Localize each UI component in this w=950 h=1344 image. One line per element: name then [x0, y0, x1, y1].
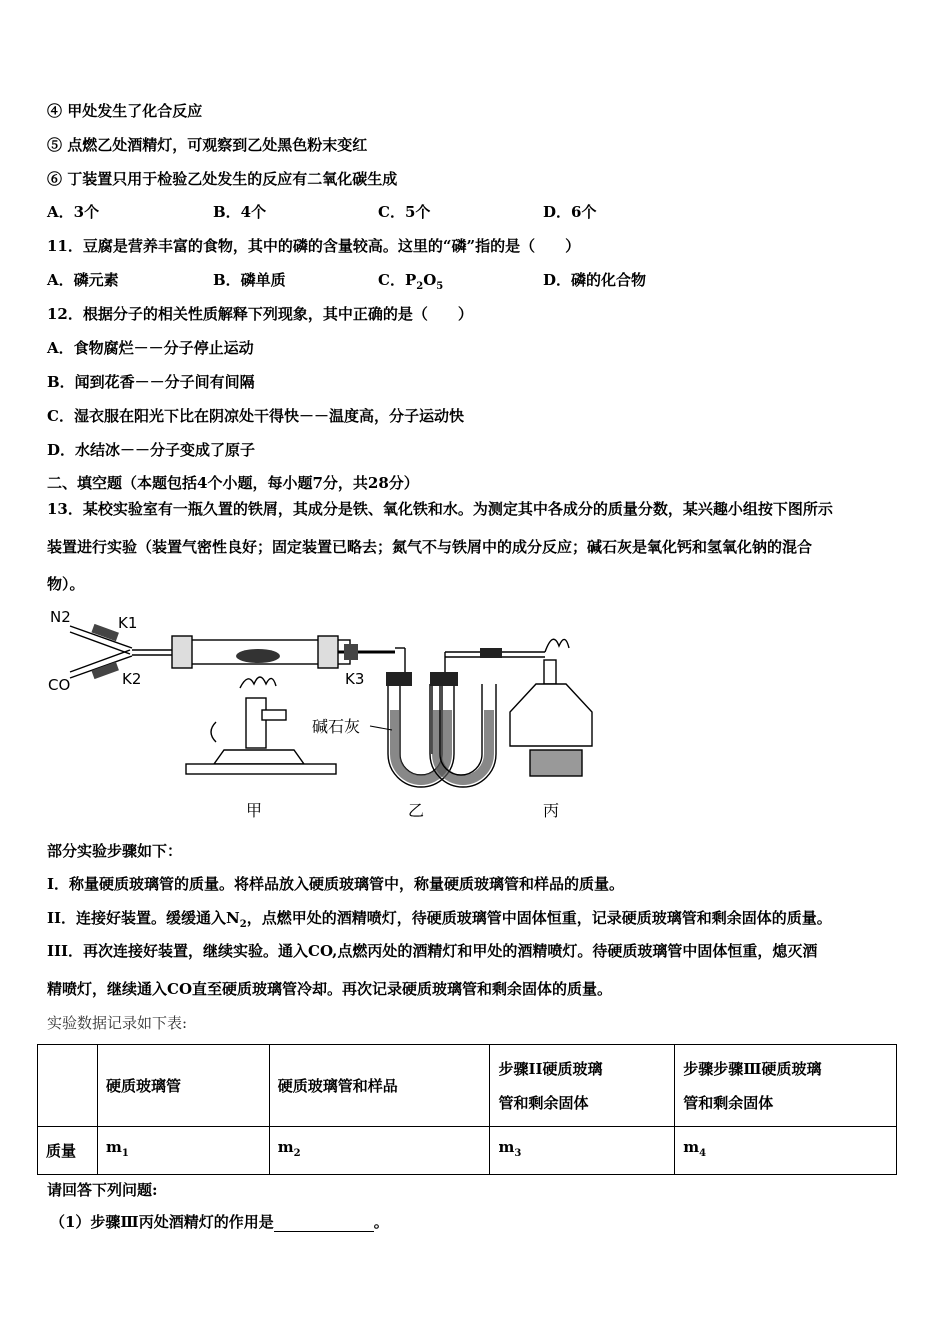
- alcohol-lamp: [510, 639, 592, 776]
- step-2: II．连接好装置。缓缓通入$N_2$，点燃甲处的酒精喷灯，待硬质玻璃管中固体恒重，记录硬质玻璃管和剩余固体的质量。: [47, 909, 832, 930]
- answer-blank[interactable]: [274, 1215, 374, 1232]
- table-header-4: 步骤步骤Ⅲ硬质玻璃 管和剩余固体: [675, 1045, 897, 1127]
- q12-option-b: B．闻到花香－－分子间有间隔: [47, 373, 255, 391]
- table-row: [38, 1127, 897, 1175]
- apparatus-diagram: [40, 600, 600, 830]
- statement-5: ⑤ 点燃乙处酒精灯，可观察到乙处黑色粉末变红: [47, 136, 368, 154]
- table-header-3: 步骤II硬质玻璃 管和剩余固体: [490, 1045, 675, 1127]
- table-header-1: 硬质玻璃管: [97, 1045, 269, 1127]
- q10-option-c: C．5个: [378, 203, 431, 221]
- iron-sample: [236, 649, 280, 663]
- table-header-2: 硬质玻璃管和样品: [269, 1045, 490, 1127]
- label-jia: 甲: [246, 801, 263, 820]
- q12-option-a: A．食物腐烂－－分子停止运动: [47, 339, 254, 357]
- row-label: 质量: [38, 1127, 98, 1175]
- q13-line-1: 13．某校实验室有一瓶久置的铁屑，其成分是铁、氧化铁和水。为测定其中各成分的质量分数，某兴趣小组按下图所示: [47, 500, 833, 518]
- clamp-k3: [344, 644, 358, 660]
- step-3-line-1: III．再次连接好装置，继续实验。通入CO,点燃丙处的酒精灯和甲处的酒精喷灯。待硬质玻璃管中固体恒重，熄灭酒: [47, 942, 818, 960]
- cell-m3: $m_3$: [490, 1127, 675, 1175]
- q11-option-c: C．$P_2O_5$: [378, 271, 444, 292]
- steps-intro: 部分实验步骤如下：: [47, 842, 183, 860]
- step-1: I．称量硬质玻璃管的质量。将样品放入硬质玻璃管中，称量硬质玻璃管和样品的质量。: [47, 875, 625, 893]
- question-1: （1）步骤Ⅲ丙处酒精灯的作用是 。: [50, 1213, 389, 1231]
- label-n2: N2: [50, 608, 71, 626]
- step-3-line-2: 精喷灯，继续通入CO直至硬质玻璃管冷却。再次记录硬质玻璃管和剩余固体的质量。: [47, 980, 613, 998]
- cell-m4: $m_4$: [675, 1127, 897, 1175]
- q11-option-a: A．磷元素: [47, 271, 119, 289]
- q13-line-2: 装置进行实验（装置气密性良好；固定装置已略去；氮气不与铁屑中的成分反应；碱石灰是氧化钙和氢氧化钠的混合: [47, 538, 813, 556]
- questions-intro: 请回答下列问题:: [47, 1181, 158, 1199]
- clamp-k2: [91, 662, 119, 679]
- label-k3: K3: [345, 670, 365, 688]
- label-co: CO: [48, 676, 71, 694]
- label-bing: 丙: [543, 801, 560, 820]
- label-k1: K1: [118, 614, 138, 632]
- data-table: [37, 1044, 897, 1175]
- label-k2: K2: [122, 670, 142, 688]
- statement-4: ④ 甲处发生了化合反应: [47, 102, 203, 120]
- q12-option-c: C．湿衣服在阳光下比在阴凉处干得快－－温度高，分子运动快: [47, 407, 464, 425]
- label-soda-lime: 碱石灰: [312, 717, 361, 736]
- cell-m1: $m_1$: [97, 1127, 269, 1175]
- q11-option-b: B．磷单质: [213, 271, 286, 289]
- q12-stem: 12．根据分子的相关性质解释下列现象，其中正确的是（ ）: [47, 305, 473, 323]
- stopper-left: [386, 672, 412, 686]
- table-caption: 实验数据记录如下表:: [47, 1014, 188, 1032]
- statement-6: ⑥ 丁装置只用于检验乙处发生的反应有二氧化碳生成: [47, 170, 398, 188]
- label-yi: 乙: [408, 801, 425, 820]
- cell-m2: $m_2$: [269, 1127, 490, 1175]
- q10-option-a: A．3个: [47, 203, 100, 221]
- table-header-row: [38, 1045, 897, 1127]
- q11-stem: 11．豆腐是营养丰富的食物，其中的磷的含量较高。这里的“磷”指的是（ ）: [47, 237, 581, 255]
- q12-option-d: D．水结冰－－分子变成了原子: [47, 441, 256, 459]
- q10-option-d: D．6个: [543, 203, 597, 221]
- section-heading: 二、填空题（本题包括4个小题，每小题7分，共28分）: [47, 474, 419, 492]
- table-corner: [38, 1045, 98, 1127]
- q13-line-3: 物）。: [47, 575, 85, 593]
- stopper-right-2: [430, 672, 456, 686]
- q10-option-b: B．4个: [213, 203, 267, 221]
- q11-option-d: D．磷的化合物: [543, 271, 647, 289]
